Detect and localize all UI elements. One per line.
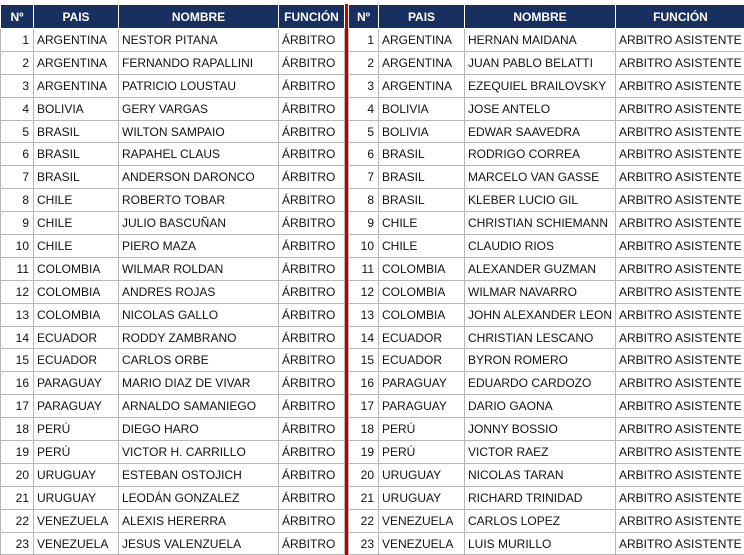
cell-pais: ECUADOR — [34, 349, 119, 372]
cell-funcion: ARBITRO ASISTENTE — [616, 212, 744, 235]
cell-pais: CHILE — [34, 212, 119, 235]
cell-num: 2 — [1, 51, 34, 74]
cell-pais: URUGUAY — [34, 486, 119, 509]
cell-funcion: ARBITRO ASISTENTE — [616, 166, 744, 189]
table-row — [349, 486, 744, 509]
cell-funcion: ARBITRO ASISTENTE — [616, 303, 744, 326]
cell-funcion: ÁRBITRO — [279, 97, 345, 120]
header-nombre: NOMBRE — [465, 5, 616, 29]
cell-num: 16 — [1, 372, 34, 395]
table-row — [1, 303, 345, 326]
cell-num: 18 — [1, 418, 34, 441]
cell-pais: BRASIL — [34, 143, 119, 166]
cell-pais: CHILE — [379, 212, 465, 235]
referee-sheet — [0, 4, 744, 555]
cell-pais: BRASIL — [379, 143, 465, 166]
cell-num: 9 — [349, 212, 379, 235]
cell-nombre: WILMAR ROLDAN — [119, 257, 279, 280]
cell-funcion: ÁRBITRO — [279, 166, 345, 189]
cell-nombre: ALEXANDER GUZMAN — [465, 257, 616, 280]
table-row — [349, 441, 744, 464]
cell-nombre: HERNAN MAIDANA — [465, 29, 616, 52]
cell-pais: ARGENTINA — [379, 29, 465, 52]
cell-nombre: KLEBER LUCIO GIL — [465, 189, 616, 212]
cell-funcion: ARBITRO ASISTENTE — [616, 120, 744, 143]
cell-pais: CHILE — [379, 235, 465, 258]
cell-pais: COLOMBIA — [34, 280, 119, 303]
cell-nombre: WILTON SAMPAIO — [119, 120, 279, 143]
cell-nombre: PATRICIO LOUSTAU — [119, 74, 279, 97]
cell-nombre: DIEGO HARO — [119, 418, 279, 441]
table-row — [349, 29, 744, 52]
table-row — [1, 280, 345, 303]
cell-nombre: JOSE ANTELO — [465, 97, 616, 120]
cell-pais: URUGUAY — [34, 463, 119, 486]
cell-pais: BRASIL — [34, 166, 119, 189]
cell-pais: PARAGUAY — [379, 372, 465, 395]
cell-pais: BOLIVIA — [379, 97, 465, 120]
header-row — [1, 5, 345, 29]
cell-pais: COLOMBIA — [34, 257, 119, 280]
cell-pais: ECUADOR — [379, 326, 465, 349]
cell-nombre: ANDERSON DARONCO — [119, 166, 279, 189]
cell-num: 21 — [1, 486, 34, 509]
cell-pais: BRASIL — [379, 166, 465, 189]
cell-num: 17 — [349, 395, 379, 418]
cell-nombre: CHRISTIAN LESCANO — [465, 326, 616, 349]
table-row — [1, 212, 345, 235]
table-row — [1, 509, 345, 532]
cell-pais: VENEZUELA — [379, 509, 465, 532]
cell-funcion: ÁRBITRO — [279, 143, 345, 166]
cell-funcion: ÁRBITRO — [279, 189, 345, 212]
table-row — [1, 441, 345, 464]
header-pais: PAIS — [379, 5, 465, 29]
cell-pais: PERÚ — [34, 441, 119, 464]
table-row — [349, 143, 744, 166]
cell-funcion: ÁRBITRO — [279, 326, 345, 349]
cell-nombre: RODRIGO CORREA — [465, 143, 616, 166]
cell-funcion: ARBITRO ASISTENTE — [616, 74, 744, 97]
table-row — [1, 235, 345, 258]
cell-funcion: ARBITRO ASISTENTE — [616, 235, 744, 258]
cell-num: 19 — [349, 441, 379, 464]
cell-nombre: CHRISTIAN SCHIEMANN — [465, 212, 616, 235]
cell-num: 9 — [1, 212, 34, 235]
cell-nombre: ANDRES ROJAS — [119, 280, 279, 303]
table-row — [1, 97, 345, 120]
cell-pais: ARGENTINA — [34, 29, 119, 52]
cell-funcion: ARBITRO ASISTENTE — [616, 143, 744, 166]
table-row — [349, 51, 744, 74]
cell-pais: URUGUAY — [379, 486, 465, 509]
table-row — [349, 235, 744, 258]
table-row — [349, 120, 744, 143]
cell-nombre: NICOLAS TARAN — [465, 463, 616, 486]
cell-nombre: NESTOR PITANA — [119, 29, 279, 52]
table-row — [349, 418, 744, 441]
cell-num: 4 — [1, 97, 34, 120]
cell-funcion: ÁRBITRO — [279, 486, 345, 509]
table-row — [1, 74, 345, 97]
cell-nombre: CARLOS LOPEZ — [465, 509, 616, 532]
cell-nombre: ARNALDO SAMANIEGO — [119, 395, 279, 418]
cell-pais: VENEZUELA — [379, 532, 465, 555]
cell-nombre: FERNANDO RAPALLINI — [119, 51, 279, 74]
cell-num: 10 — [1, 235, 34, 258]
cell-pais: ECUADOR — [34, 326, 119, 349]
cell-nombre: RODDY ZAMBRANO — [119, 326, 279, 349]
cell-num: 11 — [349, 257, 379, 280]
cell-pais: ECUADOR — [379, 349, 465, 372]
table-row — [1, 418, 345, 441]
cell-num: 8 — [349, 189, 379, 212]
cell-funcion: ARBITRO ASISTENTE — [616, 280, 744, 303]
table-row — [349, 463, 744, 486]
cell-pais: PARAGUAY — [34, 372, 119, 395]
cell-nombre: ROBERTO TOBAR — [119, 189, 279, 212]
cell-funcion: ÁRBITRO — [279, 532, 345, 555]
header-funcion: FUNCIÓN — [279, 5, 345, 29]
cell-nombre: RICHARD TRINIDAD — [465, 486, 616, 509]
cell-funcion: ÁRBITRO — [279, 235, 345, 258]
table-row — [1, 189, 345, 212]
cell-num: 14 — [349, 326, 379, 349]
cell-num: 1 — [1, 29, 34, 52]
cell-nombre: RAPAHEL CLAUS — [119, 143, 279, 166]
referees-body — [1, 29, 345, 555]
cell-num: 7 — [349, 166, 379, 189]
cell-pais: COLOMBIA — [379, 303, 465, 326]
cell-pais: PERÚ — [379, 418, 465, 441]
cell-num: 22 — [349, 509, 379, 532]
header-row — [349, 5, 744, 29]
cell-funcion: ARBITRO ASISTENTE — [616, 532, 744, 555]
assistants-table — [348, 4, 744, 555]
cell-nombre: LEODÁN GONZALEZ — [119, 486, 279, 509]
table-row — [349, 257, 744, 280]
cell-pais: COLOMBIA — [379, 280, 465, 303]
cell-num: 23 — [1, 532, 34, 555]
cell-funcion: ARBITRO ASISTENTE — [616, 441, 744, 464]
cell-num: 10 — [349, 235, 379, 258]
cell-funcion: ÁRBITRO — [279, 280, 345, 303]
cell-nombre: JESUS VALENZUELA — [119, 532, 279, 555]
table-row — [349, 97, 744, 120]
table-row — [349, 349, 744, 372]
cell-nombre: BYRON ROMERO — [465, 349, 616, 372]
cell-pais: BRASIL — [379, 189, 465, 212]
table-row — [349, 372, 744, 395]
header-funcion: FUNCIÓN — [616, 5, 744, 29]
cell-num: 1 — [349, 29, 379, 52]
cell-nombre: PIERO MAZA — [119, 235, 279, 258]
cell-nombre: EZEQUIEL BRAILOVSKY — [465, 74, 616, 97]
cell-nombre: VICTOR H. CARRILLO — [119, 441, 279, 464]
table-row — [1, 372, 345, 395]
table-row — [349, 303, 744, 326]
cell-nombre: LUIS MURILLO — [465, 532, 616, 555]
cell-pais: CHILE — [34, 235, 119, 258]
cell-num: 15 — [1, 349, 34, 372]
table-row — [349, 326, 744, 349]
table-row — [1, 463, 345, 486]
cell-pais: ARGENTINA — [379, 74, 465, 97]
assistants-body — [349, 29, 744, 555]
table-row — [1, 257, 345, 280]
cell-num: 22 — [1, 509, 34, 532]
cell-nombre: JUAN PABLO BELATTI — [465, 51, 616, 74]
cell-funcion: ARBITRO ASISTENTE — [616, 257, 744, 280]
cell-num: 3 — [349, 74, 379, 97]
table-row — [349, 280, 744, 303]
referees-table — [0, 4, 345, 555]
cell-funcion: ARBITRO ASISTENTE — [616, 326, 744, 349]
cell-nombre: ESTEBAN OSTOJICH — [119, 463, 279, 486]
cell-pais: VENEZUELA — [34, 509, 119, 532]
cell-num: 17 — [1, 395, 34, 418]
cell-funcion: ARBITRO ASISTENTE — [616, 189, 744, 212]
cell-funcion: ARBITRO ASISTENTE — [616, 349, 744, 372]
cell-funcion: ARBITRO ASISTENTE — [616, 29, 744, 52]
table-row — [1, 120, 345, 143]
cell-pais: BOLIVIA — [34, 97, 119, 120]
header-num: Nº — [1, 5, 34, 29]
cell-funcion: ARBITRO ASISTENTE — [616, 486, 744, 509]
cell-funcion: ARBITRO ASISTENTE — [616, 395, 744, 418]
table-row — [1, 166, 345, 189]
table-row — [1, 326, 345, 349]
cell-pais: BOLIVIA — [379, 120, 465, 143]
cell-funcion: ÁRBITRO — [279, 395, 345, 418]
cell-funcion: ARBITRO ASISTENTE — [616, 97, 744, 120]
cell-num: 14 — [1, 326, 34, 349]
cell-num: 6 — [1, 143, 34, 166]
cell-nombre: NICOLAS GALLO — [119, 303, 279, 326]
cell-pais: PERÚ — [379, 441, 465, 464]
cell-funcion: ARBITRO ASISTENTE — [616, 463, 744, 486]
cell-num: 6 — [349, 143, 379, 166]
cell-pais: VENEZUELA — [34, 532, 119, 555]
table-row — [1, 143, 345, 166]
cell-num: 23 — [349, 532, 379, 555]
table-row — [1, 349, 345, 372]
cell-num: 5 — [1, 120, 34, 143]
cell-funcion: ÁRBITRO — [279, 51, 345, 74]
cell-funcion: ÁRBITRO — [279, 509, 345, 532]
header-nombre: NOMBRE — [119, 5, 279, 29]
cell-num: 15 — [349, 349, 379, 372]
table-row — [1, 51, 345, 74]
table-row — [349, 74, 744, 97]
cell-pais: PARAGUAY — [379, 395, 465, 418]
cell-pais: PERÚ — [34, 418, 119, 441]
table-row — [349, 509, 744, 532]
cell-funcion: ARBITRO ASISTENTE — [616, 372, 744, 395]
cell-num: 12 — [1, 280, 34, 303]
cell-pais: CHILE — [34, 189, 119, 212]
cell-pais: URUGUAY — [379, 463, 465, 486]
cell-funcion: ÁRBITRO — [279, 212, 345, 235]
cell-nombre: EDUARDO CARDOZO — [465, 372, 616, 395]
cell-nombre: MARCELO VAN GASSE — [465, 166, 616, 189]
cell-funcion: ÁRBITRO — [279, 303, 345, 326]
cell-num: 21 — [349, 486, 379, 509]
cell-num: 13 — [1, 303, 34, 326]
cell-funcion: ÁRBITRO — [279, 372, 345, 395]
cell-funcion: ARBITRO ASISTENTE — [616, 418, 744, 441]
cell-num: 12 — [349, 280, 379, 303]
cell-funcion: ÁRBITRO — [279, 441, 345, 464]
cell-funcion: ÁRBITRO — [279, 463, 345, 486]
cell-num: 20 — [1, 463, 34, 486]
cell-funcion: ÁRBITRO — [279, 120, 345, 143]
cell-funcion: ÁRBITRO — [279, 349, 345, 372]
cell-num: 4 — [349, 97, 379, 120]
cell-nombre: DARIO GAONA — [465, 395, 616, 418]
cell-num: 3 — [1, 74, 34, 97]
cell-funcion: ÁRBITRO — [279, 74, 345, 97]
table-row — [1, 29, 345, 52]
cell-num: 13 — [349, 303, 379, 326]
cell-pais: COLOMBIA — [379, 257, 465, 280]
cell-nombre: MARIO DIAZ DE VIVAR — [119, 372, 279, 395]
cell-num: 11 — [1, 257, 34, 280]
cell-nombre: EDWAR SAAVEDRA — [465, 120, 616, 143]
cell-nombre: CARLOS ORBE — [119, 349, 279, 372]
cell-funcion: ARBITRO ASISTENTE — [616, 51, 744, 74]
cell-nombre: JULIO BASCUÑAN — [119, 212, 279, 235]
cell-pais: ARGENTINA — [34, 74, 119, 97]
cell-pais: ARGENTINA — [34, 51, 119, 74]
cell-funcion: ÁRBITRO — [279, 257, 345, 280]
cell-nombre: VICTOR RAEZ — [465, 441, 616, 464]
cell-num: 19 — [1, 441, 34, 464]
table-row — [349, 212, 744, 235]
cell-num: 2 — [349, 51, 379, 74]
cell-nombre: JOHN ALEXANDER LEON — [465, 303, 616, 326]
cell-funcion: ÁRBITRO — [279, 418, 345, 441]
table-row — [349, 395, 744, 418]
table-row — [1, 486, 345, 509]
cell-num: 7 — [1, 166, 34, 189]
header-pais: PAIS — [34, 5, 119, 29]
cell-num: 18 — [349, 418, 379, 441]
cell-num: 16 — [349, 372, 379, 395]
cell-nombre: ALEXIS HERERRA — [119, 509, 279, 532]
table-row — [349, 189, 744, 212]
cell-pais: BRASIL — [34, 120, 119, 143]
cell-funcion: ARBITRO ASISTENTE — [616, 509, 744, 532]
cell-num: 8 — [1, 189, 34, 212]
header-num: Nº — [349, 5, 379, 29]
cell-num: 20 — [349, 463, 379, 486]
cell-pais: ARGENTINA — [379, 51, 465, 74]
cell-num: 5 — [349, 120, 379, 143]
cell-nombre: JONNY BOSSIO — [465, 418, 616, 441]
cell-funcion: ÁRBITRO — [279, 29, 345, 52]
cell-pais: COLOMBIA — [34, 303, 119, 326]
table-row — [1, 532, 345, 555]
cell-nombre: WILMAR NAVARRO — [465, 280, 616, 303]
cell-pais: PARAGUAY — [34, 395, 119, 418]
table-row — [1, 395, 345, 418]
table-row — [349, 532, 744, 555]
table-row — [349, 166, 744, 189]
cell-nombre: GERY VARGAS — [119, 97, 279, 120]
cell-nombre: CLAUDIO RIOS — [465, 235, 616, 258]
